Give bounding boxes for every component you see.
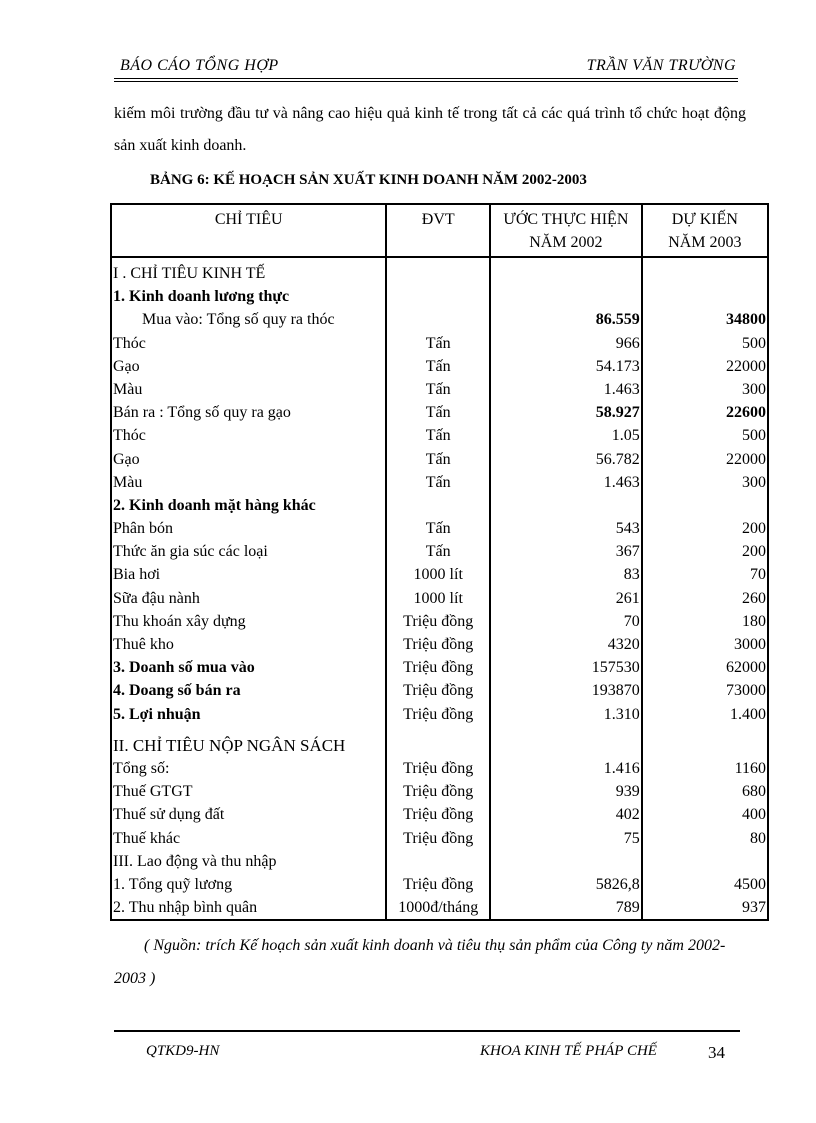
table-row: Thuế khác Triệu đồng 75 80 — [111, 827, 768, 850]
table-row: Thuế sử dụng đất Triệu đồng 402 400 — [111, 803, 768, 826]
footer-left: QTKD9-HN — [146, 1043, 220, 1059]
col-header-unit: ĐVT — [386, 204, 490, 257]
table-row: Bia hơi 1000 lít 83 70 — [111, 563, 768, 586]
col-header-2003: DỰ KIẾN NĂM 2003 — [642, 204, 768, 257]
table-row: Gạo Tấn 56.782 22000 — [111, 448, 768, 471]
col-header-indicator: CHỈ TIÊU — [111, 204, 386, 257]
intro-paragraph: kiếm môi trường đầu tư và nâng cao hiệu quả kinh tế trong tất cả các quá trình tổ chức hoạt động sản xuất kinh doanh. — [114, 105, 746, 154]
table-row: Màu Tấn 1.463 300 — [111, 378, 768, 401]
table-row: Bán ra : Tổng số quy ra gạo Tấn 58.927 22600 — [111, 401, 768, 424]
table-row: Tổng số: Triệu đồng 1.416 1160 — [111, 757, 768, 780]
table-row: 5. Lợi nhuận Triệu đồng 1.310 1.400 — [111, 703, 768, 726]
table-row: Sữa đậu nành 1000 lít 261 260 — [111, 587, 768, 610]
page-number: 34 — [708, 1043, 725, 1062]
header-rule-2 — [114, 81, 738, 82]
table-row: Phân bón Tấn 543 200 — [111, 517, 768, 540]
plan-table — [110, 203, 769, 921]
table-row: II. CHỈ TIÊU NỘP NGÂN SÁCH — [111, 726, 768, 757]
table-row: Thuê kho Triệu đồng 4320 3000 — [111, 633, 768, 656]
table-row: 2. Kinh doanh mặt hàng khác — [111, 494, 768, 517]
table-row: III. Lao động và thu nhập — [111, 850, 768, 873]
table-row: Thóc Tấn 966 500 — [111, 332, 768, 355]
table-row: Thuế GTGT Triệu đồng 939 680 — [111, 780, 768, 803]
header-right: TRẦN VĂN TRƯỜNG — [586, 57, 736, 74]
table-row: 1. Tổng quỹ lương Triệu đồng 5826,8 4500 — [111, 873, 768, 896]
col-header-2002: ƯỚC THỰC HIỆN NĂM 2002 — [490, 204, 642, 257]
footer-right: KHOA KINH TẾ PHÁP CHẾ — [480, 1043, 657, 1059]
table-row: I . CHỈ TIÊU KINH TẾ — [111, 257, 768, 285]
table-row: 1. Kinh doanh lương thực — [111, 285, 768, 308]
table-row: Thu khoán xây dựng Triệu đồng 70 180 — [111, 610, 768, 633]
table-row: 4. Doang số bán ra Triệu đồng 193870 73000 — [111, 679, 768, 702]
table-row: Thóc Tấn 1.05 500 — [111, 424, 768, 447]
table-header-row — [111, 204, 768, 257]
table-row: Thức ăn gia súc các loại Tấn 367 200 — [111, 540, 768, 563]
table-row: Mua vào: Tổng số quy ra thóc 86.559 34800 — [111, 308, 768, 331]
table-row: 2. Thu nhập bình quân 1000đ/tháng 789 937 — [111, 896, 768, 920]
footer-rule — [114, 1030, 740, 1032]
table-row: Màu Tấn 1.463 300 — [111, 471, 768, 494]
source-note: ( Nguồn: trích Kế hoạch sản xuất kinh doanh và tiêu thụ sản phẩm của Công ty năm 2002-2003 ) — [114, 937, 726, 987]
table-row: 3. Doanh số mua vào Triệu đồng 157530 62000 — [111, 656, 768, 679]
header-left: BÁO CÁO TỔNG HỢP — [120, 57, 279, 74]
table-row: Gạo Tấn 54.173 22000 — [111, 355, 768, 378]
header-rule-1 — [114, 78, 738, 79]
table-title: BẢNG 6: KẾ HOẠCH SẢN XUẤT KINH DOANH NĂM 2002-2003 — [150, 172, 587, 188]
